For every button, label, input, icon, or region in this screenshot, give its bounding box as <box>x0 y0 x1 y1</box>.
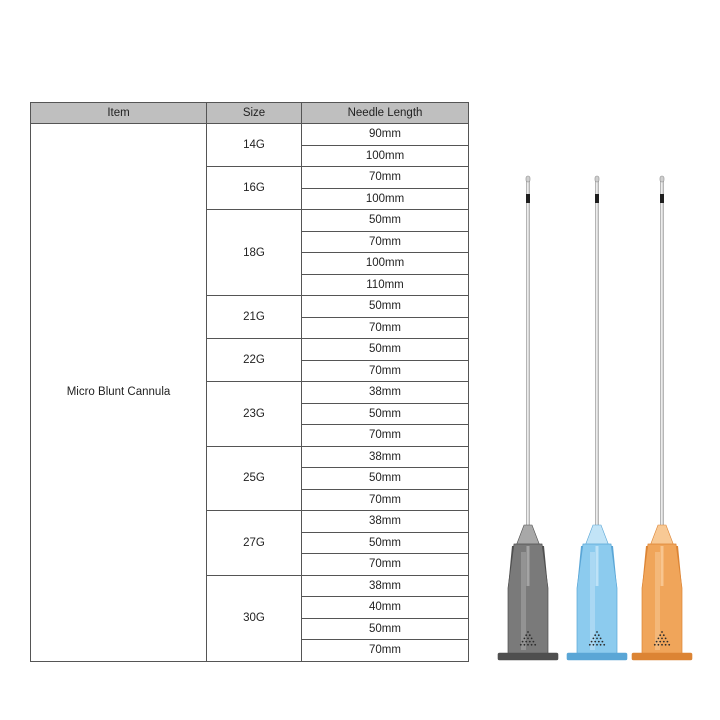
depth-mark <box>660 194 664 203</box>
hub-flange <box>498 653 558 660</box>
orange-cannula <box>632 176 692 660</box>
needle-length-cell: 70mm <box>302 167 469 189</box>
needle-length-cell: 70mm <box>302 317 469 339</box>
needle-length-cell: 70mm <box>302 425 469 447</box>
table-row <box>31 124 469 146</box>
needle-length-cell: 50mm <box>302 618 469 640</box>
needle-length-cell: 40mm <box>302 597 469 619</box>
needle-length-cell: 100mm <box>302 253 469 275</box>
hub-cone <box>585 525 609 546</box>
needle-length-cell: 50mm <box>302 296 469 318</box>
size-cell: 18G <box>207 210 302 296</box>
needle-length-cell: 70mm <box>302 489 469 511</box>
cannula-tip <box>526 176 530 182</box>
needle-length-cell: 100mm <box>302 145 469 167</box>
needle-length-cell: 50mm <box>302 210 469 232</box>
needle-length-cell: 50mm <box>302 468 469 490</box>
hub-cone <box>516 525 540 546</box>
table-body <box>31 124 469 662</box>
cannula-product-image <box>492 170 702 670</box>
cannula-tip <box>595 176 599 182</box>
size-cell: 14G <box>207 124 302 167</box>
size-cell: 21G <box>207 296 302 339</box>
needle-length-cell: 100mm <box>302 188 469 210</box>
needle-length-cell: 110mm <box>302 274 469 296</box>
spec-table <box>30 102 469 662</box>
size-cell: 23G <box>207 382 302 447</box>
size-cell: 27G <box>207 511 302 576</box>
needle-length-cell: 50mm <box>302 339 469 361</box>
size-cell: 30G <box>207 575 302 661</box>
depth-mark <box>526 194 530 203</box>
needle-length-cell: 38mm <box>302 575 469 597</box>
hub-flange <box>632 653 692 660</box>
size-cell: 22G <box>207 339 302 382</box>
item-name-cell: Micro Blunt Cannula <box>31 124 207 662</box>
header-row <box>31 103 469 124</box>
depth-mark <box>595 194 599 203</box>
header-size: Size <box>207 103 302 124</box>
needle-length-cell: 38mm <box>302 446 469 468</box>
size-cell: 25G <box>207 446 302 511</box>
hub-cone <box>650 525 674 546</box>
header-needle-length: Needle Length <box>302 103 469 124</box>
needle-length-cell: 70mm <box>302 640 469 662</box>
hub-flange <box>567 653 627 660</box>
needle-length-cell: 70mm <box>302 554 469 576</box>
needle-length-cell: 90mm <box>302 124 469 146</box>
needle-length-cell: 70mm <box>302 231 469 253</box>
needle-length-cell: 38mm <box>302 511 469 533</box>
needle-length-cell: 50mm <box>302 532 469 554</box>
cannula-tip <box>660 176 664 182</box>
blue-cannula <box>567 176 627 660</box>
needle-length-cell: 50mm <box>302 403 469 425</box>
header-item: Item <box>31 103 207 124</box>
needle-length-cell: 70mm <box>302 360 469 382</box>
size-cell: 16G <box>207 167 302 210</box>
gray-cannula <box>498 176 558 660</box>
needle-length-cell: 38mm <box>302 382 469 404</box>
